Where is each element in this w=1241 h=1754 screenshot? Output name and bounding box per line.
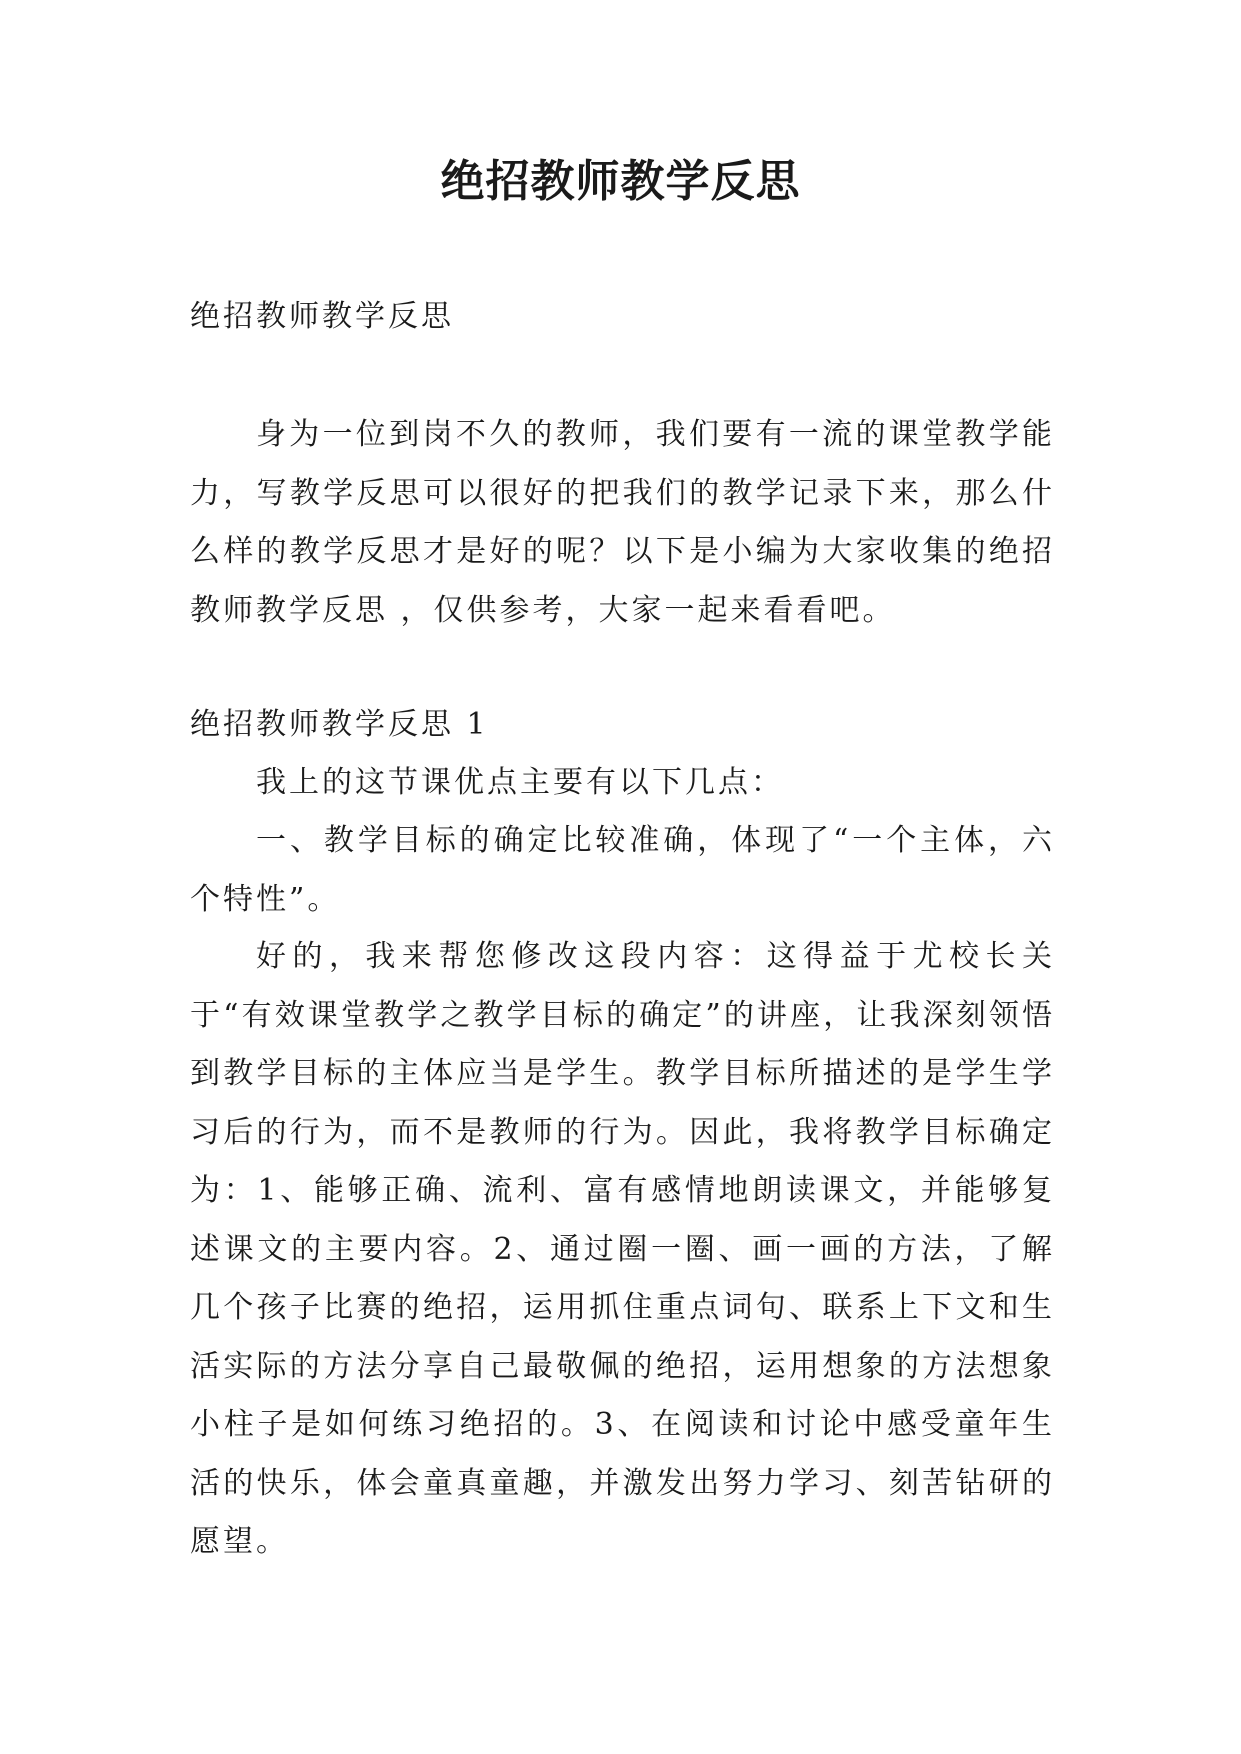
section-heading: 绝招教师教学反思 1 (190, 707, 489, 742)
body-paragraph: 一、教学目标的确定比较准确，体现了“一个主体，六个特性”。 (190, 823, 1055, 917)
document-subtitle: 绝招教师教学反思 (190, 299, 454, 334)
body-paragraph: 好的，我来帮您修改这段内容：这得益于尤校长关于“有效课堂教学之教学目标的确定”的讲座，让我深刻领悟到教学目标的主体应当是学生。教学目标所描述的是学生学习后的行为，而不是教师的行为。因此，我将教学目标确定为：1、能够正确、流利、富有感情地朗读课文，并能够复述课文的主要内容。2、通过圈一圈、画一画的方法，了解几个孩子比赛的绝招，运用抓住重点词句、联系上下文和生活实际的方法分享自己最敬佩的绝招，运用想象的方法想象小柱子是如何练习绝招的。3、在阅读和讨论中感受童年生活的快乐，体会童真童趣，并激发出努力学习、刻苦钻研的愿望。 (190, 939, 1055, 1559)
intro-paragraph: 身为一位到岗不久的教师，我们要有一流的课堂教学能力，写教学反思可以很好的把我们的教学记录下来，那么什么样的教学反思才是好的呢？以下是小编为大家收集的绝招教师教学反思 ，仅供参考，大家一起来看看吧。 (190, 417, 1055, 628)
body-paragraph: 我上的这节课优点主要有以下几点： (256, 765, 784, 800)
document-title: 绝招教师教学反思 (440, 156, 801, 207)
